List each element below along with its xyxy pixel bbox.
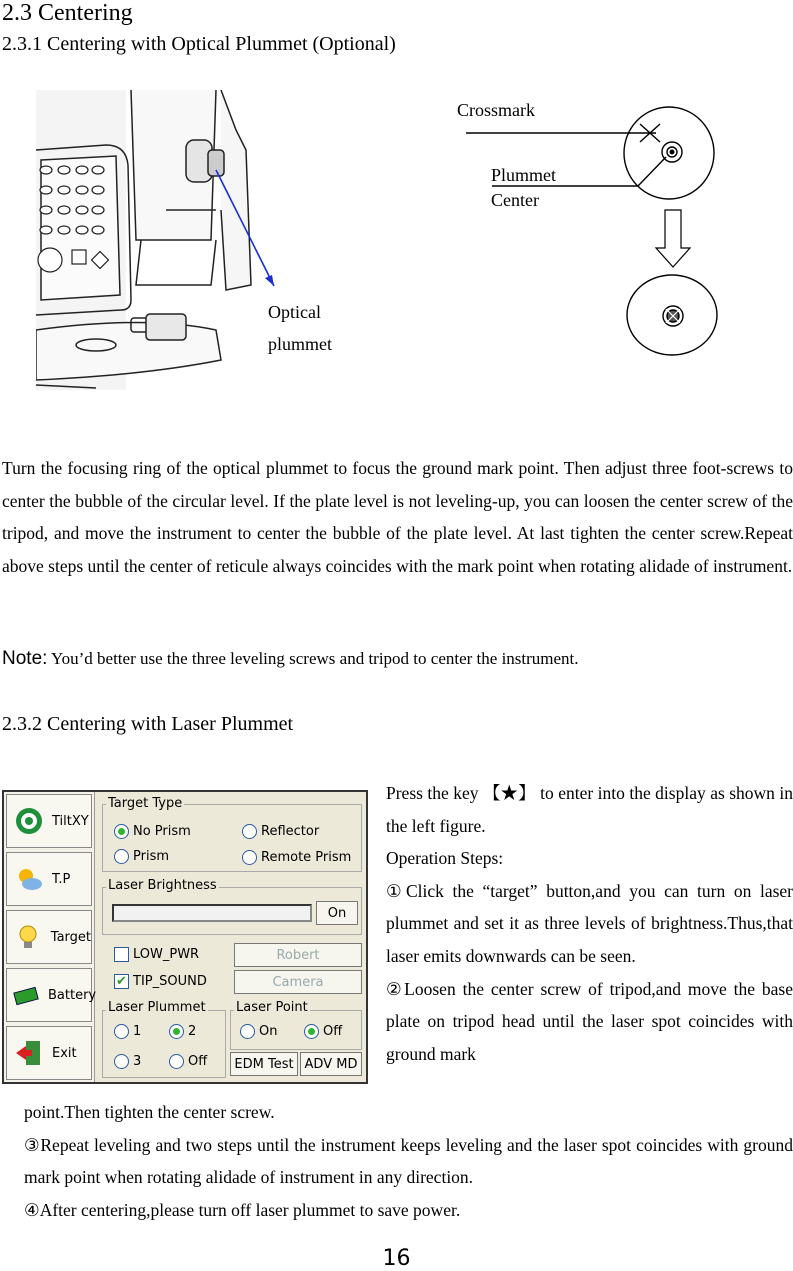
step-1: ①Click the “target” button,and you can turn on laser plummet and set it as three levels of brightness.Thus,that laser emits downwards can be seen. (386, 880, 793, 966)
laser-brightness-title: Laser Brightness (108, 878, 217, 893)
press-key-text: Press the key 【★】 to enter into the display as shown in the left figure. (386, 783, 793, 836)
radio-remote-prism[interactable] (242, 850, 351, 865)
sidebar-item-label: TiltXY (52, 813, 89, 829)
crossmark-label: Crossmark (457, 100, 535, 120)
radio-circle (169, 1054, 184, 1069)
camera-button[interactable]: Camera (234, 970, 362, 994)
note (2, 648, 579, 670)
step-2-continued: point.Then tighten the center screw. (24, 1102, 275, 1122)
radio-label: Remote Prism (261, 850, 352, 865)
radio-circle (242, 824, 257, 839)
check-icon: ✔ (114, 974, 129, 989)
plummet-center-label-1: Plummet (491, 165, 557, 185)
radio-lp-off[interactable] (169, 1054, 207, 1069)
radio-label: 2 (188, 1024, 197, 1039)
plummet-center-label-2: Center (491, 190, 539, 210)
optical-label-1: Optical (268, 302, 321, 322)
step-4: ④After centering,please turn off laser plummet to save power. (24, 1199, 461, 1220)
checkbox-box (114, 947, 129, 962)
optical-label-2: plummet (268, 334, 332, 354)
note-label: Note: (2, 648, 48, 669)
continued-text (24, 1096, 793, 1226)
laser-settings-screen (2, 790, 368, 1084)
radio-lp-3[interactable] (114, 1054, 141, 1069)
radio-circle (114, 1024, 129, 1039)
sidebar-item-tiltxy[interactable] (6, 794, 92, 848)
on-button[interactable]: On (316, 901, 358, 925)
radio-label: On (259, 1024, 278, 1039)
robert-button[interactable]: Robert (234, 943, 362, 967)
level-icon (12, 804, 46, 838)
instrument-illustration (36, 90, 276, 390)
radio-lpt-on[interactable] (240, 1024, 277, 1039)
adv-md-button[interactable]: ADV MD (300, 1052, 362, 1076)
subsection-title-laser: 2.3.2 Centering with Laser Plummet (2, 713, 294, 735)
laser-plummet-title: Laser Plummet (108, 1000, 206, 1015)
tip-sound-checkbox[interactable] (114, 974, 207, 989)
sidebar-item-exit[interactable] (6, 1026, 92, 1080)
low-pwr-checkbox[interactable] (114, 947, 199, 962)
operation-steps-label: Operation Steps: (386, 848, 504, 869)
sidebar-item-battery[interactable] (6, 968, 97, 1022)
sidebar-item-label: Target (50, 929, 91, 945)
sidebar-item-label: Battery (48, 987, 97, 1003)
paragraph-optical-plummet: Turn the focusing ring of the optical plummet to focus the ground mark point. Then adjust three foot-screws to center the bubble of the circular level. If the plate level is not leveling-up, you can loosen the center screw of the tripod, and move the instrument to center the bubble of the plate level. At last tighten the center screw.Repeat above steps until the center of reticule always coincides with the mark point when rotating alidade of instrument. (2, 458, 793, 576)
exit-icon (12, 1036, 46, 1070)
checkbox-label: LOW_PWR (133, 947, 200, 962)
target-type-title: Target Type (108, 796, 183, 811)
radio-lpt-off[interactable] (304, 1024, 342, 1039)
sidebar-item-label: T.P (52, 871, 71, 887)
section-title: 2.3 Centering (2, 0, 133, 26)
bulb-icon (12, 920, 45, 954)
radio-label: 3 (133, 1054, 142, 1069)
sidebar (4, 792, 95, 1082)
radio-label: 1 (133, 1024, 142, 1039)
radio-reflector[interactable] (242, 824, 319, 839)
radio-label: Reflector (261, 824, 320, 839)
weather-icon (12, 862, 46, 896)
radio-prism[interactable] (114, 849, 169, 864)
note-text: You’d better use the three leveling screws and tripod to center the instrument. (47, 649, 579, 668)
radio-label: Off (188, 1054, 208, 1069)
step-3: ③Repeat leveling and two steps until the instrument keeps leveling and the laser spot coincides with ground mark point when rotating alidade of instrument in any direction. (24, 1134, 793, 1188)
radio-circle (240, 1024, 255, 1039)
sidebar-item-target[interactable] (6, 910, 92, 964)
radio-no-prism[interactable] (114, 824, 191, 839)
checkbox-label: TIP_SOUND (133, 974, 207, 989)
radio-circle (114, 1054, 129, 1069)
subsection-title-optical: 2.3.1 Centering with Optical Plummet (Optional) (2, 33, 396, 55)
step-2: ②Loosen the center screw of tripod,and move the base plate on tripod head until the laser spot coincides with ground mark (386, 978, 793, 1064)
radio-lp-2[interactable] (169, 1024, 196, 1039)
radio-circle (169, 1024, 184, 1039)
sidebar-item-tp[interactable] (6, 852, 92, 906)
laser-point-title: Laser Point (236, 1000, 308, 1015)
radio-label: Prism (133, 849, 170, 864)
radio-label: Off (323, 1024, 343, 1039)
battery-icon (12, 978, 42, 1012)
right-text (386, 777, 793, 1070)
radio-lp-1[interactable] (114, 1024, 141, 1039)
radio-label: No Prism (133, 824, 191, 839)
radio-circle (304, 1024, 319, 1039)
brightness-slider[interactable] (112, 904, 312, 922)
radio-circle (114, 824, 129, 839)
crossmark-diagram (466, 100, 726, 360)
radio-circle (114, 849, 129, 864)
radio-circle (242, 850, 257, 865)
sidebar-item-label: Exit (52, 1045, 77, 1061)
edm-test-button[interactable]: EDM Test (230, 1052, 298, 1076)
page-number: 16 (382, 1246, 411, 1271)
